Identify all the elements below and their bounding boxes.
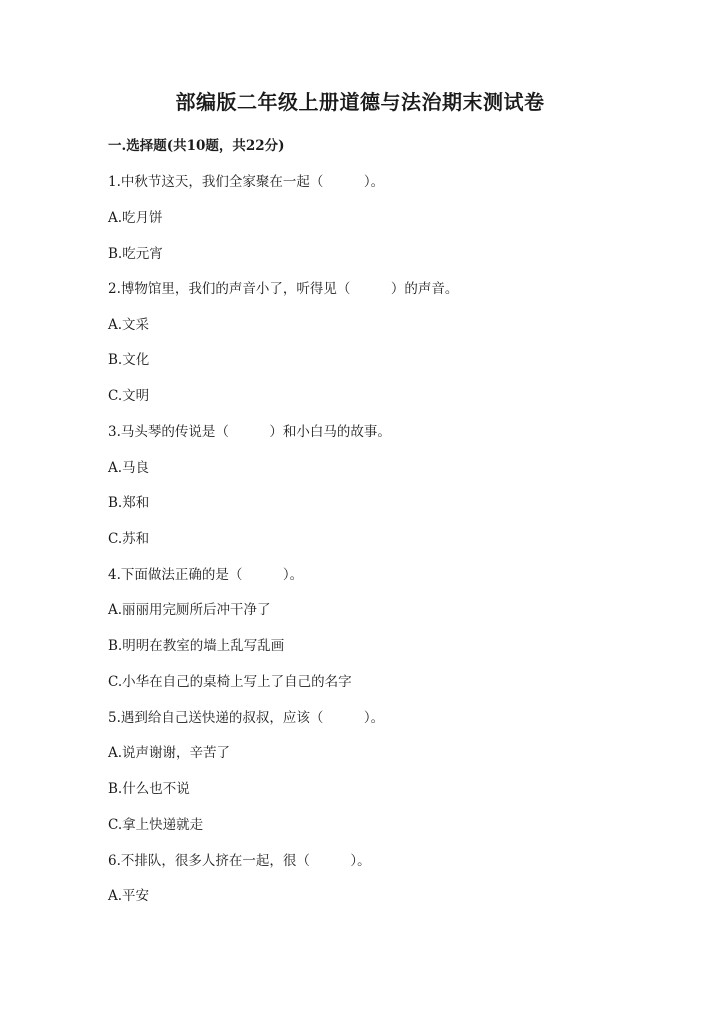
option-2b: B.文化 — [108, 352, 150, 368]
option-3b: B.郑和 — [108, 495, 150, 511]
question-5: 5.遇到给自己送快递的叔叔，应该（ ）。 — [108, 710, 385, 726]
section-heading: 一.选择题(共10题，共22分) — [108, 138, 285, 154]
option-1b: B.吃元宵 — [108, 246, 163, 262]
question-6: 6.不排队，很多人挤在一起，很（ ）。 — [108, 853, 371, 869]
option-3a: A.马良 — [108, 460, 150, 476]
option-4b: B.明明在教室的墙上乱写乱画 — [108, 638, 285, 654]
question-4: 4.下面做法正确的是（ ）。 — [108, 567, 304, 583]
option-3c: C.苏和 — [108, 531, 150, 547]
option-6a: A.平安 — [108, 888, 150, 904]
option-5a: A.说声谢谢，辛苦了 — [108, 745, 231, 761]
question-1: 1.中秋节这天，我们全家聚在一起（ ）。 — [108, 174, 385, 190]
option-2c: C.文明 — [108, 388, 150, 404]
page-title: 部编版二年级上册道德与法治期末测试卷 — [175, 90, 545, 114]
question-3: 3.马头琴的传说是（ ）和小白马的故事。 — [108, 424, 391, 440]
option-5b: B.什么也不说 — [108, 781, 190, 797]
option-2a: A.文采 — [108, 317, 150, 333]
question-2: 2.博物馆里，我们的声音小了，听得见（ ）的声音。 — [108, 281, 459, 297]
option-4a: A.丽丽用完厕所后冲干净了 — [108, 602, 271, 618]
option-4c: C.小华在自己的桌椅上写上了自己的名字 — [108, 674, 352, 690]
option-1a: A.吃月饼 — [108, 210, 163, 226]
option-5c: C.拿上快递就走 — [108, 817, 204, 833]
